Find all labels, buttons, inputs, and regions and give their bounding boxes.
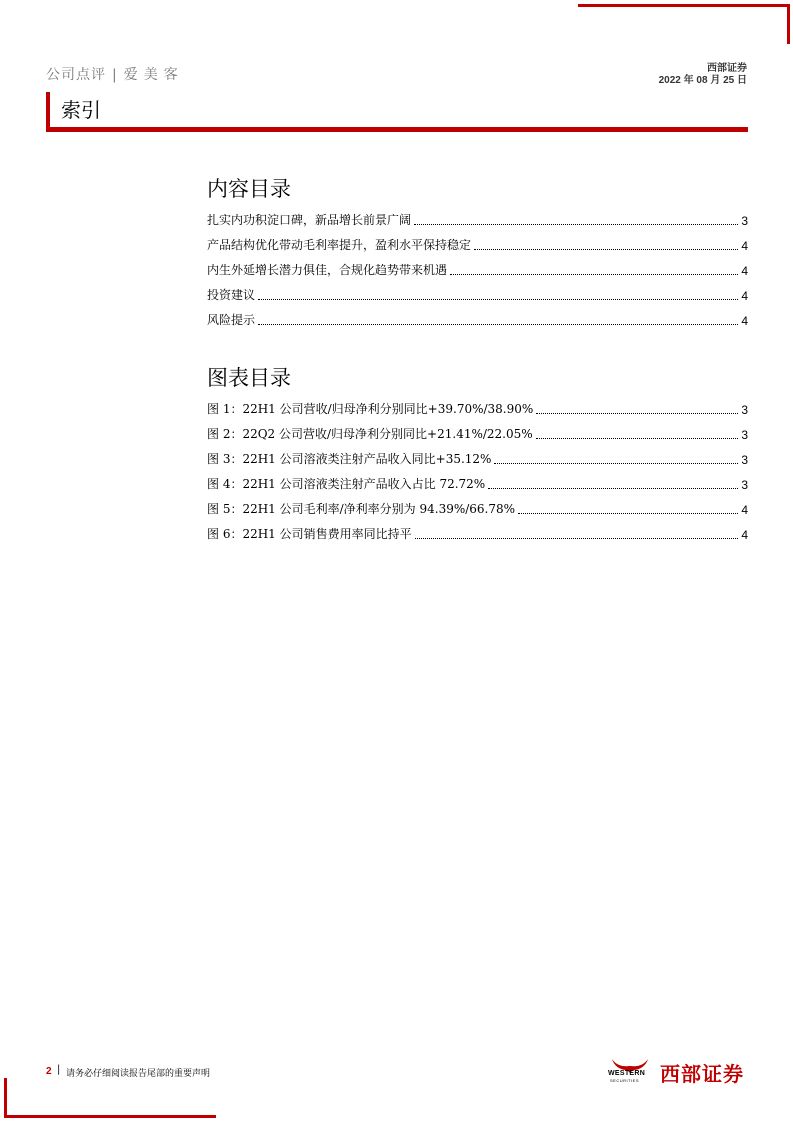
toc-entry-text: 投资建议 <box>207 288 256 302</box>
toc-leader-dots <box>494 462 738 464</box>
bottom-left-corner-bar-vertical <box>4 1078 7 1118</box>
figure-entry-page: 3 <box>741 478 748 492</box>
toc-entry-text: 内生外延增长潜力俱佳，合规化趋势带来机遇 <box>207 263 448 277</box>
toc-entry-text: 风险提示 <box>207 313 256 327</box>
toc-leader-dots <box>474 248 738 250</box>
toc-entry[interactable] <box>207 212 748 228</box>
firm-name: 西部证券 <box>707 63 747 74</box>
section-divider <box>46 127 748 132</box>
logo-english-subtitle: SECURITIES <box>610 1078 640 1083</box>
footer-page-number: 2 <box>46 1066 52 1077</box>
toc-entry[interactable] <box>207 287 748 303</box>
figure-entry-text: 图 1：22H1 公司营收/归母净利分别同比+39.70%/38.90% <box>207 402 534 416</box>
toc-leader-dots <box>450 273 738 275</box>
report-header <box>46 64 184 84</box>
toc-leader-dots <box>536 412 738 414</box>
toc-leader-dots <box>518 512 738 514</box>
figure-entry-text: 图 2：22Q2 公司营收/归母净利分别同比+21.41%/22.05% <box>207 427 533 441</box>
toc-entry-page: 4 <box>741 289 748 303</box>
figure-entry[interactable] <box>207 401 748 417</box>
figure-entry[interactable] <box>207 526 748 542</box>
figures-heading: 图表目录 <box>207 366 291 390</box>
logo-english-name: WESTERN <box>608 1070 646 1077</box>
toc-entry[interactable] <box>207 312 748 328</box>
figure-entry-page: 3 <box>741 403 748 417</box>
toc-leader-dots <box>258 323 738 325</box>
toc-leader-dots <box>258 298 738 300</box>
toc-entry-text: 产品结构优化带动毛利率提升，盈利水平保持稳定 <box>207 238 472 252</box>
figure-entry[interactable] <box>207 476 748 492</box>
toc-entry-page: 4 <box>741 264 748 278</box>
report-date: 2022 年 08 月 25 日 <box>658 75 747 86</box>
toc-leader-dots <box>488 487 738 489</box>
figure-entry-text: 图 4：22H1 公司溶液类注射产品收入占比 72.72% <box>207 477 486 491</box>
figure-entry-page: 3 <box>741 428 748 442</box>
toc-entry-page: 4 <box>741 314 748 328</box>
figure-entry-page: 4 <box>741 528 748 542</box>
top-right-corner-bar-horizontal <box>578 4 790 7</box>
western-securities-logo <box>606 1056 748 1086</box>
header-separator: | <box>112 67 118 83</box>
toc-entry[interactable] <box>207 262 748 278</box>
contents-heading: 内容目录 <box>207 177 291 201</box>
bottom-left-corner-bar-horizontal <box>4 1115 216 1118</box>
logo-chinese-name: 西部证券 <box>660 1062 744 1086</box>
figure-entry-text: 图 3：22H1 公司溶液类注射产品收入同比+35.12% <box>207 452 492 466</box>
toc-leader-dots <box>414 223 738 225</box>
figure-entry[interactable] <box>207 451 748 467</box>
toc-leader-dots <box>415 537 739 539</box>
figure-entry-text: 图 5：22H1 公司毛利率/净利率分别为 94.39%/66.78% <box>207 502 516 516</box>
figure-entry[interactable] <box>207 501 748 517</box>
figure-entry-text: 图 6：22H1 公司销售费用率同比持平 <box>207 527 412 541</box>
section-title: 索引 <box>61 98 101 122</box>
toc-leader-dots <box>536 437 739 439</box>
figure-entry[interactable] <box>207 426 748 442</box>
toc-entry-text: 扎实内功积淀口碑，新品增长前景广阔 <box>207 213 412 227</box>
toc-entry-page: 3 <box>741 214 748 228</box>
toc-entry-page: 4 <box>741 239 748 253</box>
top-right-corner-bar-vertical <box>787 4 790 44</box>
report-type: 公司点评 <box>46 67 106 83</box>
toc-entry[interactable] <box>207 237 748 253</box>
footer-disclaimer: 请务必仔细阅读报告尾部的重要声明 <box>66 1069 211 1079</box>
section-title-bar <box>46 92 50 130</box>
figure-entry-page: 3 <box>741 453 748 467</box>
footer-separator: | <box>57 1064 61 1075</box>
figure-entry-page: 4 <box>741 503 748 517</box>
company-name: 爱美客 <box>123 67 184 83</box>
